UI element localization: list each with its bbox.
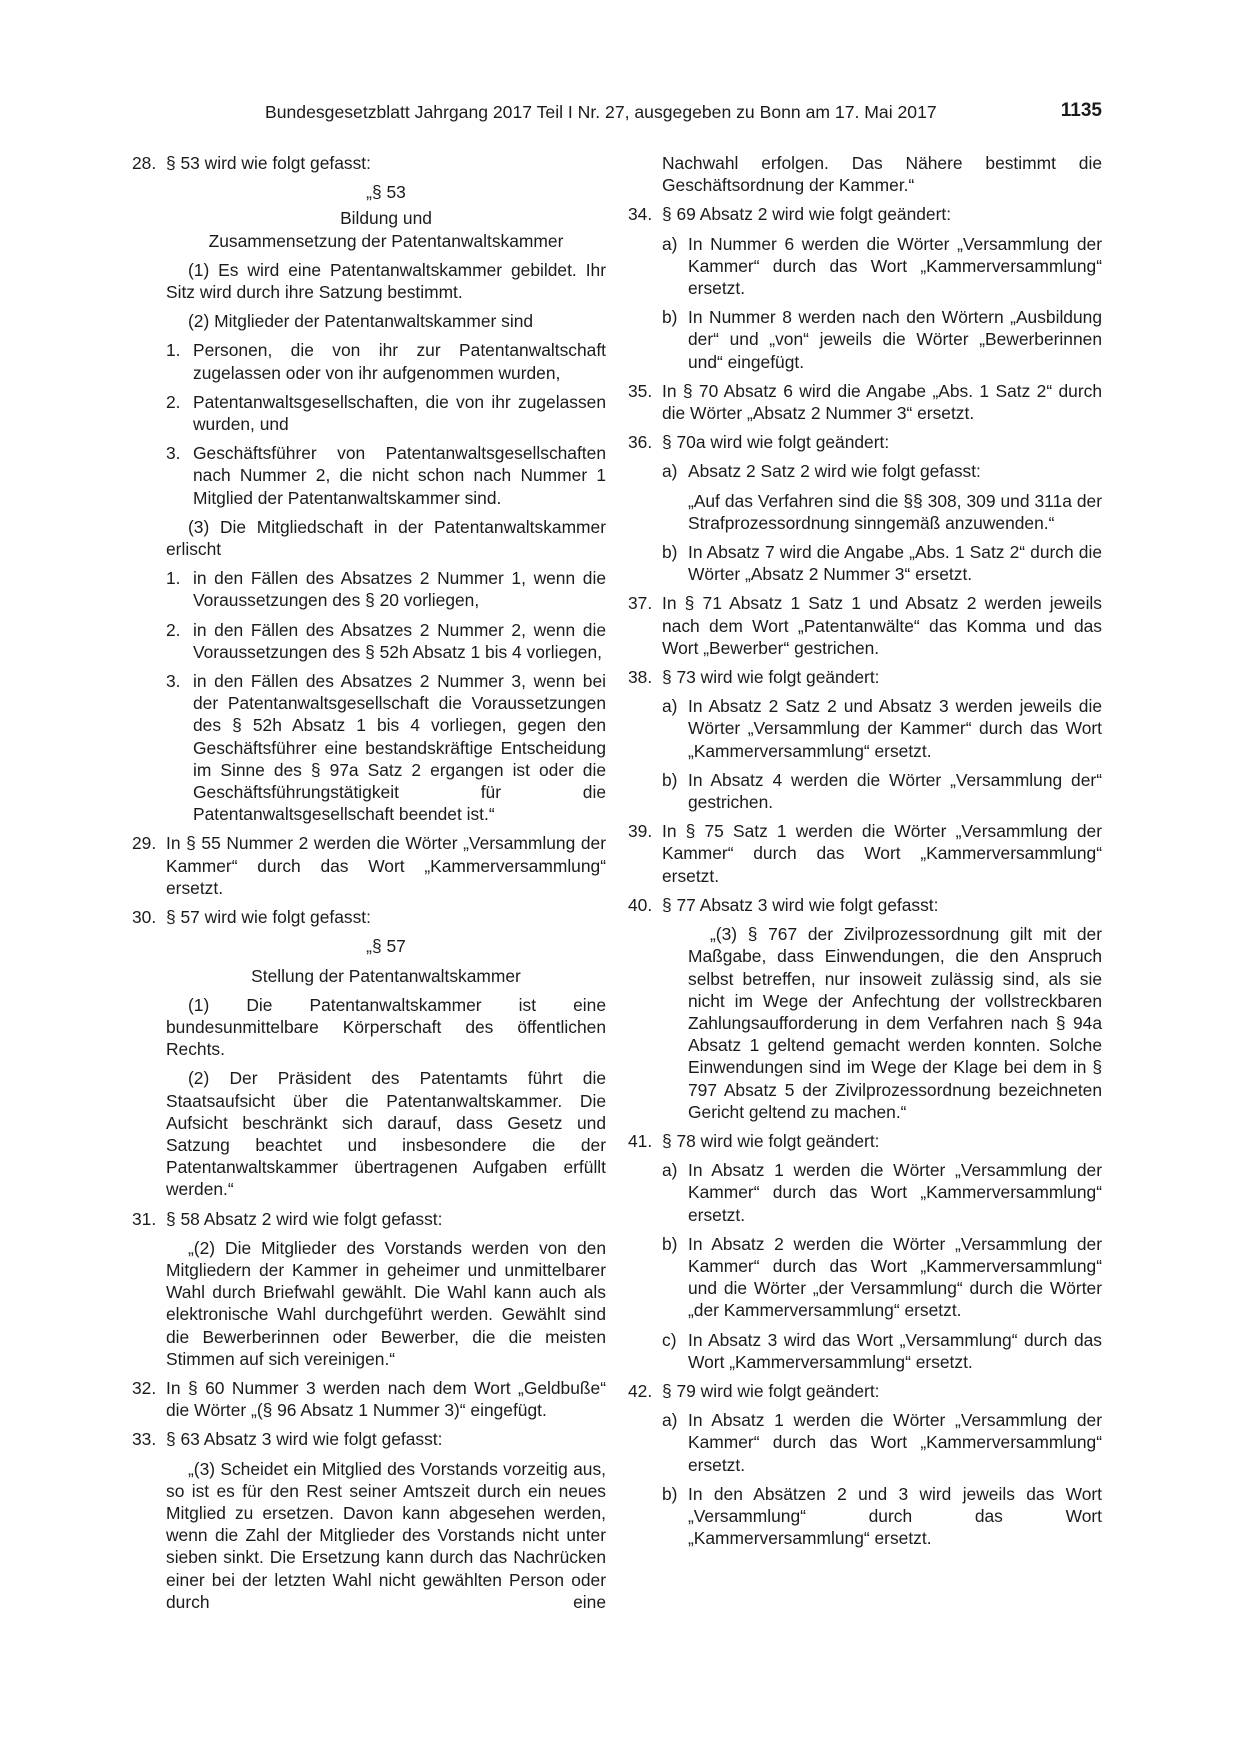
- item-text: § 63 Absatz 3 wird wie folgt gefasst:: [166, 1429, 443, 1450]
- sub-text: In Absatz 2 werden die Wörter „Versammlung der Kammer“ durch das Wort „Kammerversammlung“ und die Wörter „der Versammlung“ durch die Wörter „der Kammerversammlung“ ersetzt.: [688, 1233, 1102, 1321]
- sub-text: In Absatz 1 werden die Wörter „Versammlung der Kammer“ durch das Wort „Kammerversammlung“ ersetzt.: [688, 1160, 1102, 1225]
- item-text: In § 75 Satz 1 werden die Wörter „Versammlung der Kammer“ durch das Wort „Kammerversammlung“ ersetzt.: [662, 821, 1102, 886]
- amendment-item: [132, 1208, 606, 1230]
- paragraph: (1) Die Patentanwaltskammer ist eine bundesunmittelbare Körperschaft des öffentlichen Rechts.: [166, 994, 606, 1060]
- list-number: 3.: [166, 443, 181, 464]
- item-text: § 70a wird wie folgt geändert:: [662, 432, 890, 453]
- section-title: Bildung und: [340, 208, 432, 229]
- right-column: [628, 152, 1102, 1556]
- item-text: § 69 Absatz 2 wird wie folgt geändert:: [662, 204, 952, 225]
- list-number: 1.: [166, 568, 181, 589]
- item-number: 40.: [628, 894, 653, 915]
- sub-letter: a): [662, 696, 678, 717]
- item-number: 34.: [628, 204, 653, 225]
- item-text: § 79 wird wie folgt geändert:: [662, 1380, 880, 1401]
- list-item: [132, 339, 606, 383]
- sub-letter: b): [662, 1483, 678, 1504]
- item-number: 39.: [628, 821, 653, 842]
- item-text: § 58 Absatz 2 wird wie folgt gefasst:: [166, 1208, 443, 1229]
- item-number: 33.: [132, 1429, 157, 1450]
- sub-letter: a): [662, 233, 678, 254]
- item-number: 30.: [132, 907, 157, 928]
- amendment-item: [132, 832, 606, 899]
- quoted-text-continued: Nachwahl erfolgen. Das Nähere bestimmt die Geschäftsordnung der Kammer.“: [662, 153, 1102, 196]
- amendment-item: [628, 1380, 1102, 1402]
- quoted-text: „(2) Die Mitglieder des Vorstands werden von den Mitgliedern der Kammer in geheimer und unmittelbarer Wahl durch Briefwahl gewählt. Die Wahl kann auch als elektronische Wahl durchgeführt werden. Gewählt sind die Bewerberinnen oder Bewerber, die die meisten Stimmen auf sich vereinigen.“: [166, 1237, 606, 1369]
- item-text: § 77 Absatz 3 wird wie folgt gefasst:: [662, 894, 939, 915]
- paragraph: (3) Die Mitgliedschaft in der Patentanwaltskammer erlischt: [166, 516, 606, 560]
- item-number: 29.: [132, 833, 157, 854]
- gazette-title: Bundesgesetzblatt Jahrgang 2017 Teil I Nr. 27, ausgegeben zu Bonn am 17. Mai 2017: [265, 102, 937, 122]
- list-text: in den Fällen des Absatzes 2 Nummer 1, wenn die Voraussetzungen des § 20 vorliegen,: [193, 568, 606, 611]
- sub-item: [628, 1329, 1102, 1373]
- list-text: Personen, die von ihr zur Patentanwaltschaft zugelassen oder von ihr aufgenommen wurden,: [193, 340, 606, 383]
- item-number: 35.: [628, 380, 653, 401]
- sub-item: [628, 769, 1102, 813]
- sub-item: [628, 233, 1102, 300]
- item-number: 32.: [132, 1377, 157, 1398]
- item-number: 38.: [628, 667, 653, 688]
- item-text: In § 60 Nummer 3 werden nach dem Wort „Geldbuße“ die Wörter „(§ 96 Absatz 1 Nummer 3)“ eingefügt.: [166, 1377, 606, 1421]
- list-item: [132, 619, 606, 663]
- sub-item: [628, 695, 1102, 762]
- list-number: 2.: [166, 619, 181, 640]
- sub-letter: a): [662, 461, 678, 482]
- paragraph: (2) Der Präsident des Patentamts führt die Staatsaufsicht über die Patentanwaltskammer. Die Aufsicht beschränkt sich darauf, dass Gesetz und Satzung beachtet und insbesondere die der Patentanwaltskammer übertragenen Aufgaben erfüllt werden.“: [166, 1068, 606, 1200]
- list-item: [132, 391, 606, 435]
- sub-text: Absatz 2 Satz 2 wird wie folgt gefasst:: [688, 461, 981, 482]
- page-header: [132, 100, 1102, 128]
- sub-letter: a): [662, 1410, 678, 1431]
- item-number: 28.: [132, 153, 157, 173]
- sub-text: In den Absätzen 2 und 3 wird jeweils das Wort „Versammlung“ durch das Wort „Kammerversammlung“ ersetzt.: [688, 1483, 1102, 1549]
- list-text: Geschäftsführer von Patentanwaltsgesellschaften nach Nummer 2, die nicht schon nach Nummer 1 Mitglied der Patentanwaltskammer sind.: [193, 443, 606, 508]
- paragraph: (1) Es wird eine Patentanwaltskammer gebildet. Ihr Sitz wird durch ihre Satzung bestimmt.: [166, 259, 606, 303]
- item-number: 42.: [628, 1380, 653, 1401]
- sub-letter: c): [662, 1329, 677, 1350]
- amendment-item: [628, 592, 1102, 659]
- sub-text: In Absatz 7 wird die Angabe „Abs. 1 Satz 2“ durch die Wörter „Absatz 2 Nummer 3“ ersetzt.: [688, 542, 1102, 585]
- sub-letter: b): [662, 769, 678, 790]
- amendment-item: [628, 666, 1102, 688]
- sub-text: In Nummer 8 werden nach den Wörtern „Ausbildung der“ und „von“ jeweils die Wörter „Bewerberinnen und“ eingefügt.: [688, 307, 1102, 372]
- sub-letter: b): [662, 307, 678, 328]
- list-item: [132, 442, 606, 509]
- item-text: § 53 wird wie folgt gefasst:: [166, 153, 371, 173]
- item-number: 31.: [132, 1208, 157, 1229]
- section-title: Stellung der Patentanwaltskammer: [251, 965, 521, 986]
- page-number: 1135: [1060, 100, 1102, 121]
- quoted-text: „(3) Scheidet ein Mitglied des Vorstands vorzeitig aus, so ist es für den Rest seiner Amtszeit durch ein neues Mitglied zu ersetzen. Davon kann abgesehen werden, wenn die Zahl der Mitglieder des Vorstands nicht unter sieben sinkt. Die Ersetzung kann durch das Nachrücken einer bei der letzten Wahl nicht gewählten Person oder durch eine: [166, 1458, 606, 1612]
- amendment-item: [628, 380, 1102, 424]
- item-text: § 78 wird wie folgt geändert:: [662, 1130, 880, 1151]
- sub-text: In Absatz 1 werden die Wörter „Versammlung der Kammer“ durch das Wort „Kammerversammlung“ ersetzt.: [688, 1410, 1102, 1475]
- sub-text: In Absatz 2 Satz 2 und Absatz 3 werden jeweils die Wörter „Versammlung der Kammer“ durch das Wort „Kammerversammlung“ ersetzt.: [688, 696, 1102, 761]
- amendment-item: [132, 1428, 606, 1450]
- amendment-item: [628, 431, 1102, 453]
- quoted-text: „(3) § 767 der Zivilprozessordnung gilt mit der Maßgabe, dass Einwendungen, die den Anspruch selbst betreffen, nur insoweit zulässig sind, als sie nicht im Wege der Anfechtung der vollstreckbaren Zahlungsaufforderung in dem Verfahren nach § 94a Absatz 1 geltend gemacht werden konnten. Solche Einwendungen sind im Wege der Klage bei dem in § 797 Absatz 5 der Zivilprozessordnung bezeichneten Gericht geltend zu machen.“: [688, 924, 1102, 1122]
- sub-item: [628, 1483, 1102, 1550]
- sub-item: [628, 460, 1102, 482]
- amendment-item: [628, 203, 1102, 225]
- item-text: § 57 wird wie folgt gefasst:: [166, 907, 371, 928]
- sub-item: [628, 306, 1102, 373]
- left-column: [132, 152, 606, 1620]
- item-text: In § 55 Nummer 2 werden die Wörter „Versammlung der Kammer“ durch das Wort „Kammerversammlung“ ersetzt.: [166, 833, 606, 898]
- list-item: [132, 567, 606, 611]
- sub-text: In Nummer 6 werden die Wörter „Versammlung der Kammer“ durch das Wort „Kammerversammlung“ ersetzt.: [688, 233, 1102, 299]
- amendment-item: [628, 1130, 1102, 1152]
- sub-item: [628, 541, 1102, 585]
- list-text: in den Fällen des Absatzes 2 Nummer 3, wenn bei der Patentanwaltsgesellschaft die Voraussetzungen des § 52h Absatz 1 bis 4 vorliegen, gegen den Geschäftsführer eine bestandskräftige Entscheidung im Sinne des § 97a Satz 2 ergangen ist oder die Geschäftsführungstätigkeit für die Patentanwaltsgesellschaft beendet ist.“: [193, 671, 606, 825]
- list-number: 1.: [166, 340, 181, 361]
- amendment-item: [132, 1377, 606, 1421]
- list-number: 2.: [166, 391, 181, 412]
- list-item: [132, 670, 606, 825]
- section-title: Zusammensetzung der Patentanwaltskammer: [208, 230, 564, 251]
- list-text: in den Fällen des Absatzes 2 Nummer 2, wenn die Voraussetzungen des § 52h Absatz 1 bis 4 vorliegen,: [193, 619, 606, 662]
- amendment-item: [628, 894, 1102, 916]
- paragraph: (2) Mitglieder der Patentanwaltskammer sind: [188, 311, 534, 332]
- item-text: § 73 wird wie folgt geändert:: [662, 667, 880, 688]
- sub-item: [628, 1159, 1102, 1226]
- sub-letter: a): [662, 1160, 678, 1181]
- quoted-text: „Auf das Verfahren sind die §§ 308, 309 und 311a der Strafprozessordnung sinngemäß anzuwenden.“: [688, 490, 1102, 533]
- section-heading: „§ 57: [366, 936, 406, 957]
- sub-letter: b): [662, 1233, 678, 1254]
- sub-item: [628, 1409, 1102, 1476]
- section-heading: „§ 53: [366, 182, 406, 203]
- sub-item: [628, 1233, 1102, 1322]
- sub-letter: b): [662, 542, 678, 563]
- amendment-item: [132, 906, 606, 928]
- list-text: Patentanwaltsgesellschaften, die von ihr zugelassen wurden, und: [193, 391, 606, 435]
- item-number: 36.: [628, 432, 653, 453]
- list-number: 3.: [166, 671, 181, 692]
- sub-text: In Absatz 4 werden die Wörter „Versammlung der“ gestrichen.: [688, 769, 1102, 813]
- item-text: In § 70 Absatz 6 wird die Angabe „Abs. 1 Satz 2“ durch die Wörter „Absatz 2 Nummer 3“ ersetzt.: [662, 380, 1102, 424]
- item-number: 41.: [628, 1130, 653, 1151]
- sub-text: In Absatz 3 wird das Wort „Versammlung“ durch das Wort „Kammerversammlung“ ersetzt.: [688, 1329, 1102, 1372]
- amendment-item: [132, 152, 606, 174]
- item-number: 37.: [628, 593, 653, 614]
- item-text: In § 71 Absatz 1 Satz 1 und Absatz 2 werden jeweils nach dem Wort „Patentanwälte“ das Komma und das Wort „Bewerber“ gestrichen.: [662, 593, 1102, 658]
- amendment-item: [628, 820, 1102, 887]
